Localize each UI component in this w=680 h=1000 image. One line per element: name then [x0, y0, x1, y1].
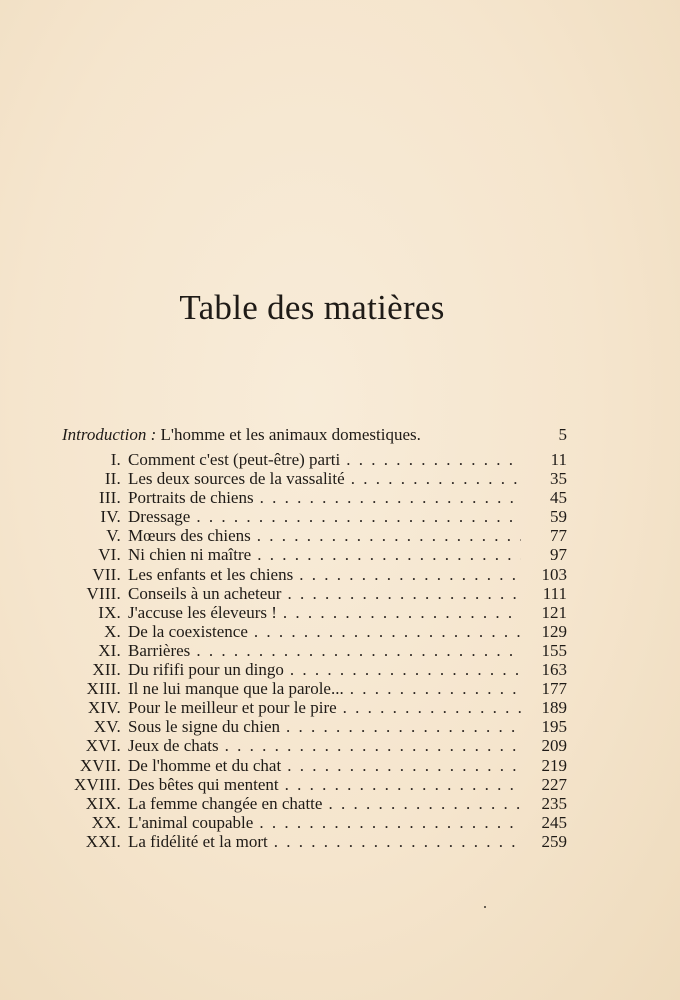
- chapter-number: II.: [104, 469, 121, 489]
- chapter-number: XVII.: [79, 755, 121, 775]
- chapter-number: V.: [106, 526, 121, 546]
- dot-leader: [286, 717, 521, 736]
- chapter-page: 121: [541, 602, 567, 622]
- dot-leader: [351, 469, 521, 488]
- introduction-page: 5: [558, 425, 567, 444]
- dot-leader: [290, 660, 521, 679]
- chapter-number: XIV.: [87, 698, 121, 718]
- toc-entry: [50, 736, 567, 755]
- chapter-title: Du rififi pour un dingo: [128, 660, 284, 680]
- chapter-page: 259: [541, 831, 567, 851]
- toc-entry: [50, 469, 567, 488]
- dot-leader: [196, 507, 521, 526]
- chapter-number: VIII.: [86, 583, 121, 603]
- chapter-page: 129: [541, 621, 567, 641]
- chapter-page: 155: [541, 640, 567, 660]
- chapter-page: 195: [541, 717, 567, 737]
- chapter-number: VI.: [98, 545, 121, 565]
- chapter-number: I.: [110, 450, 121, 469]
- toc-entry: [50, 756, 567, 775]
- chapter-title: Sous le signe du chien: [128, 717, 281, 737]
- chapter-page: 77: [550, 526, 567, 546]
- toc-entry: [50, 622, 567, 641]
- chapter-number: XIII.: [86, 679, 121, 699]
- toc-entry: [50, 794, 567, 813]
- dot-leader: [254, 622, 521, 641]
- chapter-title: L'animal coupable: [128, 812, 254, 832]
- chapter-title: Pour le meilleur et pour le pire: [128, 698, 337, 718]
- chapter-number: IX.: [98, 602, 121, 622]
- toc-entry: [50, 584, 567, 603]
- toc-entry: [50, 565, 567, 584]
- chapter-page: 97: [550, 545, 567, 565]
- toc-introduction: [62, 424, 567, 446]
- chapter-number: VII.: [92, 564, 121, 584]
- chapter-title: Ni chien ni maître: [128, 545, 252, 565]
- chapter-page: 235: [541, 793, 567, 813]
- dot-leader: [257, 526, 521, 545]
- chapter-title: Il ne lui manque que la parole...: [128, 679, 344, 699]
- toc-entry: [50, 641, 567, 660]
- chapter-title: Mœurs des chiens: [128, 526, 251, 546]
- paper-speck: [484, 906, 486, 908]
- chapter-title: Portraits de chiens: [128, 488, 254, 508]
- chapter-number: III.: [98, 488, 121, 508]
- toc-entry: [50, 507, 567, 526]
- chapter-number: XVIII.: [74, 774, 121, 794]
- dot-leader: [343, 698, 521, 717]
- chapter-page: 189: [541, 698, 567, 718]
- toc-entry: [50, 545, 567, 564]
- chapter-title: De la coexistence: [128, 621, 248, 641]
- chapter-page: 59: [550, 507, 567, 527]
- chapter-title: Conseils à un acheteur: [128, 583, 282, 603]
- chapter-page: 227: [541, 774, 567, 794]
- chapter-number: XVI.: [85, 736, 121, 756]
- toc-entry: [50, 488, 567, 507]
- chapter-title: J'accuse les éleveurs !: [128, 602, 277, 622]
- introduction-label: Introduction :: [62, 425, 157, 444]
- chapter-number: XV.: [93, 717, 121, 737]
- dot-leader: [350, 679, 521, 698]
- toc-entry: [50, 679, 567, 698]
- toc-entry: [50, 450, 567, 469]
- chapter-title: Jeux de chats: [128, 736, 219, 756]
- chapter-page: 219: [541, 755, 567, 775]
- toc-entry: [50, 698, 567, 717]
- dot-leader: [260, 488, 521, 507]
- chapter-title: De l'homme et du chat: [128, 755, 282, 775]
- toc-entry: [50, 832, 567, 851]
- dot-leader: [287, 584, 521, 603]
- dot-leader: [287, 756, 521, 775]
- chapter-title: La fidélité et la mort: [128, 831, 268, 851]
- chapter-title: Dressage: [128, 507, 191, 527]
- chapter-page: 35: [550, 469, 567, 489]
- chapter-title: Les deux sources de la vassalité: [128, 469, 345, 489]
- chapter-page: 163: [541, 660, 567, 680]
- chapter-number: XII.: [92, 660, 121, 680]
- chapter-page: 177: [541, 679, 567, 699]
- toc-entry: [50, 813, 567, 832]
- chapter-title: La femme changée en chatte: [128, 793, 323, 813]
- toc-entry: [50, 775, 567, 794]
- dot-leader: [274, 832, 521, 851]
- dot-leader: [225, 736, 521, 755]
- chapter-number: X.: [104, 621, 121, 641]
- dot-leader: [257, 545, 521, 564]
- chapter-page: 45: [550, 488, 567, 508]
- toc-entry: [50, 603, 567, 622]
- chapter-page: 209: [541, 736, 567, 756]
- dot-leader: [299, 565, 521, 584]
- chapter-title: Comment c'est (peut-être) parti: [128, 450, 341, 469]
- chapter-page: 111: [542, 583, 567, 603]
- dot-leader: [346, 450, 521, 469]
- chapter-page: 245: [541, 812, 567, 832]
- chapter-number: XI.: [98, 640, 121, 660]
- chapter-number: XIX.: [85, 793, 121, 813]
- toc-entry: [50, 717, 567, 736]
- dot-leader: [283, 603, 521, 622]
- toc-entry: [50, 660, 567, 679]
- chapter-number: XX.: [91, 812, 121, 832]
- chapter-page: 103: [541, 564, 567, 584]
- table-of-contents: [50, 450, 567, 851]
- dot-leader: [328, 794, 521, 813]
- toc-entry: [50, 526, 567, 545]
- chapter-title: Les enfants et les chiens: [128, 564, 294, 584]
- introduction-text: L'homme et les animaux domestiques.: [160, 425, 421, 444]
- page-title: Table des matières: [179, 288, 445, 327]
- chapter-number: XXI.: [85, 831, 121, 851]
- chapter-number: IV.: [100, 507, 121, 527]
- dot-leader: [285, 775, 521, 794]
- chapter-page: 11: [550, 450, 567, 469]
- chapter-title: Des bêtes qui mentent: [128, 774, 279, 794]
- dot-leader: [259, 813, 521, 832]
- dot-leader: [196, 641, 521, 660]
- chapter-title: Barrières: [128, 640, 191, 660]
